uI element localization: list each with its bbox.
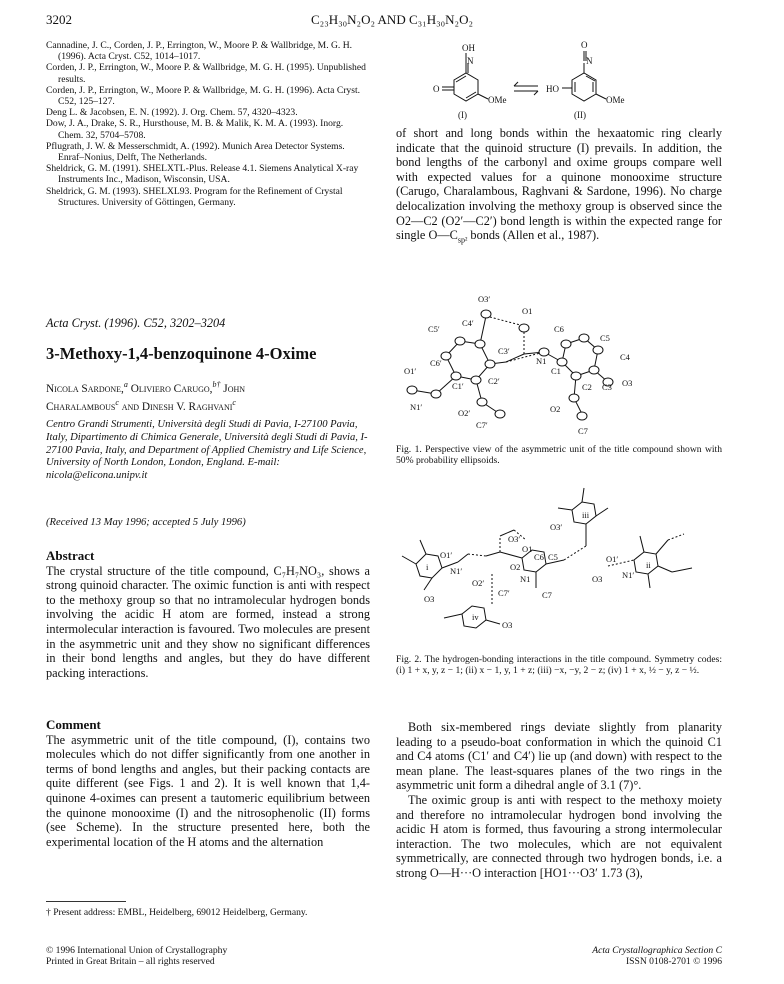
affiliation: Centro Grandi Strumenti, Università degli Studi di Pavia, I-27100 Pavia, Italy, Dipartimento di Chimica Generale, Università degli Studi di Pavia, I-27100 Pavia, Italy, and Department of Applied Chemistry and Life Science, University of North London, London, England. E-mail: nicola@elicona.unipv.it — [46, 419, 368, 482]
atom-label: O1′ — [440, 550, 453, 560]
atom-label: O3 — [424, 594, 435, 604]
atom-label: O3′ — [508, 534, 521, 544]
results-section — [396, 720, 722, 881]
article-citation: Acta Cryst. (1996). C52, 3202–3204 — [46, 316, 226, 330]
atom-label: HO — [546, 84, 559, 94]
reference: Corden, J. P., Errington, W., Moore P. & Wallbridge, M. G. H. (1995). Unpublished results. — [46, 62, 366, 85]
comment-heading: Comment — [46, 717, 101, 732]
reference: Pflugrath, J. W. & Messerschmidt, A. (1992). Munich Area Detector Systems. Enraf–Nonius, Delft, The Netherlands. — [46, 140, 345, 164]
atom-label: C5′ — [428, 324, 440, 334]
scheme-label: (I) — [458, 110, 467, 120]
atom-label: C2′ — [488, 376, 500, 386]
received-dates: (Received 13 May 1996; accepted 5 July 1996) — [46, 517, 246, 528]
atom-label: N1 — [536, 356, 547, 366]
atom-label: O2 — [550, 404, 561, 414]
atom-label: C2 — [582, 382, 592, 392]
atom-label: O3′ — [550, 522, 563, 532]
atom-label: O3 — [502, 620, 513, 630]
atom-label: N1′ — [450, 566, 463, 576]
atom-label: ii — [646, 560, 651, 570]
atom-label: OMe — [606, 95, 625, 105]
atom-label: C5 — [548, 552, 558, 562]
atom-label: O2 — [510, 562, 521, 572]
reference: Sheldrick, G. M. (1991). SHELXTL-Plus. Release 4.1. Siemens Analytical X-ray Instruments Inc., Madison, Wisconsin, USA. — [46, 163, 359, 186]
footnote: † Present address: EMBL, Heidelberg, 69012 Heidelberg, Germany. — [46, 907, 308, 918]
atom-label: C7′ — [476, 420, 488, 430]
atom-label: C7 — [542, 590, 552, 600]
paragraph: Both six-membered rings deviate slightly from planarity leading to a pseudo-boat conformation in which the quinoid C1 and C4 atoms (C1′ and C4′) lie up (and down) with respect to the mean plane. The least-squares planes of the two rings in the asymmetric unit form a dihedral angle of 3.1 (7)°. — [396, 720, 722, 793]
atom-label: C5 — [600, 333, 610, 343]
page-number: 3202 — [46, 12, 72, 27]
atom-label: N1′ — [622, 570, 635, 580]
reference: Corden, J. P., Errington, W., Moore P. & Wallbridge, M. G. H. (1996). Acta Cryst. C52, 125–127. — [46, 84, 361, 108]
atom-label: C3 — [602, 382, 612, 392]
atom-label: C6 — [534, 552, 544, 562]
copyright: © 1996 International Union of Crystallography Printed in Great Britain – all rights reserved — [46, 945, 228, 968]
atom-label: O1 — [522, 544, 533, 554]
atom-label: iii — [582, 510, 590, 520]
comment-text: The asymmetric unit of the title compound, (I), contains two molecules which do not differ significantly from one another in terms of bond lengths and angles, but their packing contacts are quite different (see Figs. 1 and 2). It is well known that 1,4-quinone 4-oximes can present a tautomeric equilibrium between the quinone monooxime (I) and the nitrosophenolic (II) forms (see Scheme). In the structure presented here, both the experimental location of the H atoms and the alternation — [46, 732, 370, 849]
atom-label: C6 — [554, 324, 564, 334]
atom-label: O1 — [522, 306, 533, 316]
atom-label: O1′ — [606, 554, 619, 564]
atom-label: O2′ — [458, 408, 471, 418]
atom-label: C7 — [578, 426, 588, 436]
reference: Cannadine, J. C., Corden, J. P., Errington, W., Moore P. & Wallbridge, M. G. H. (1996). Acta Cryst. C52, 1014–1017. — [46, 40, 353, 63]
article-title: 3-Methoxy-1,4-benzoquinone 4-Oxime — [46, 344, 317, 363]
figure-2-caption: Fig. 2. The hydrogen-bonding interactions in the title compound. Symmetry codes: (i) 1 + x, y, z − 1; (ii) x − 1, y, 1 + z; (iii) −x, −y, 2 − z; (iv) 1 + x, ½ − y, z − ½. — [396, 654, 722, 677]
reference: Deng L. & Jacobsen, E. N. (1992). J. Org. Chem. 57, 4320–4323. — [46, 107, 298, 119]
atom-label: O — [581, 40, 588, 50]
abstract-section — [46, 549, 370, 680]
atom-label: C7′ — [498, 588, 510, 598]
journal-info: Acta Crystallographica Section C ISSN 0108-2701 © 1996 — [592, 945, 722, 968]
atom-label: N — [586, 56, 593, 66]
atom-label: O1′ — [404, 366, 417, 376]
figure-2-hbond-packing — [396, 478, 722, 648]
atom-label: O3 — [622, 378, 633, 388]
atom-label: O3′ — [478, 294, 491, 304]
abstract-text: The crystal structure of the title compound, C₇H₇NO₃, shows a strong quinoid character. The oximic function is anti with respect to the methoxy group so that no intramolecular hydrogen bonds involving the acidic H atom are formed, instead a strong intermolecular interaction is favoured. Two molecules are present in the asymmetric unit and they show no significant differences in their bond lengths and angles, but they do have different packing interactions. — [46, 563, 370, 680]
tautomer-scheme — [396, 36, 722, 136]
atom-label: N1′ — [410, 402, 423, 412]
atom-label: N — [467, 56, 474, 66]
reference: Dow, J. A., Drake, S. R., Hursthouse, M. B. & Malik, K. M. A. (1993). Inorg. Chem. 32, 5704–5708. — [46, 118, 344, 141]
atom-label: C1′ — [452, 381, 464, 391]
atom-label: i — [426, 562, 429, 572]
comment-section — [46, 718, 370, 849]
running-head: C₂₃H₃₀N₂O₂ AND C₃₁H₃₀N₂O₂ — [310, 12, 473, 27]
reference-list — [46, 40, 366, 208]
footnote-divider — [46, 901, 126, 902]
atom-label: O3 — [592, 574, 603, 584]
atom-label: C3′ — [498, 346, 510, 356]
scheme-label: (II) — [574, 110, 586, 120]
abstract-heading: Abstract — [46, 548, 95, 563]
atom-label: O2′ — [472, 578, 485, 588]
atom-label: N1 — [520, 574, 531, 584]
atom-label: C1 — [551, 366, 561, 376]
atom-label: iv — [472, 612, 479, 622]
figure-1-caption: Fig. 1. Perspective view of the asymmetric unit of the title compound shown with 50% probability ellipsoids. — [396, 444, 722, 467]
figure-1-ortep — [396, 286, 722, 436]
atom-label: C6′ — [430, 358, 442, 368]
atom-label: C4 — [620, 352, 630, 362]
comment-continued: of short and long bonds within the hexaatomic ring clearly indicate that the quinoid structure (I) prevails. In addition, the bond lengths of the carbonyl and oxime groups compare well with expected values for a quinone monooxime structure (Carugo, Charalambous, Raghvani & Sardone, 1996). No charge delocalization involving the methoxy group is observed since the O2—C2 (O2′—C2′) bond length is within the expected range for single $O—C_{sp^2}$ bonds (Allen et al., 1987). — [396, 126, 722, 245]
atom-label: OMe — [488, 95, 507, 105]
paragraph: The oximic group is anti with respect to the methoxy moiety and therefore no intramolecular hydrogen bond involving the acidic H atom is formed, thus favouring a strong intermolecular interaction. The two molecules, which are not equivalent symmetrically, are connected through two hydrogen bonds, i.e. a strong O—H···O interaction [HO1···O3′ 1.73 (3), — [396, 792, 722, 880]
atom-label: O — [433, 84, 440, 94]
reference: Sheldrick, G. M. (1993). SHELXL93. Program for the Refinement of Crystal Structures. University of Göttingen, Germany. — [46, 185, 343, 208]
author-list: Nicola Sardone,$^a$ Oliviero Carugo,$^{b\dagger}$ John Charalambous$^c$ and Dinesh V. Raghvani$^c$ — [46, 380, 246, 413]
atom-label: C4′ — [462, 318, 474, 328]
atom-label: OH — [462, 43, 475, 53]
